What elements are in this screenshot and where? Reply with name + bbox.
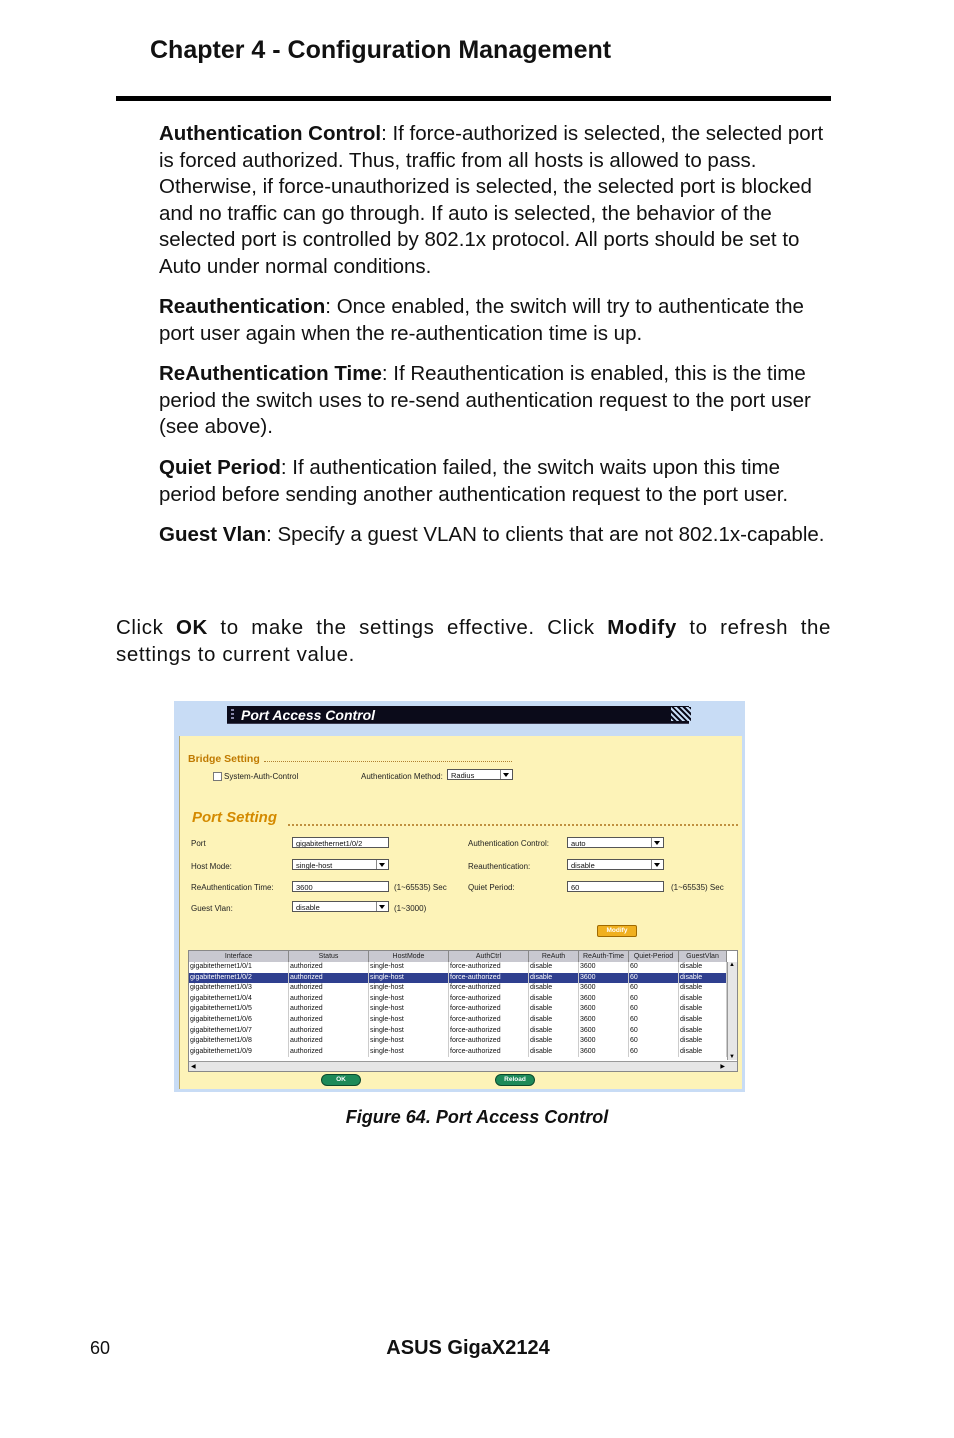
auth-control-select[interactable] (567, 837, 664, 848)
table-cell: single-host (369, 1004, 449, 1015)
port-setting-heading: Port Setting (192, 809, 277, 826)
titlebar-dots-icon (231, 709, 234, 720)
table-cell: 3600 (579, 983, 629, 994)
definition-quiet-period (159, 455, 839, 508)
table-cell: 3600 (579, 1015, 629, 1026)
reauth-time-label: ReAuthentication Time: (191, 883, 274, 892)
guest-vlan-value: disable (296, 903, 320, 912)
chevron-down-icon (500, 770, 512, 779)
bridge-setting-divider (264, 761, 512, 762)
host-mode-value: single-host (296, 861, 333, 870)
table-cell: disable (679, 994, 727, 1005)
table-row[interactable] (189, 983, 727, 994)
table-cell: force-authorized (449, 973, 529, 984)
table-cell: 60 (629, 973, 679, 984)
column-header[interactable]: GuestVlan (679, 951, 727, 962)
definition-term: Authentication Control (159, 122, 382, 145)
table-cell: single-host (369, 983, 449, 994)
definition-term: ReAuthentication Time (159, 362, 382, 385)
table-cell: 3600 (579, 973, 629, 984)
quiet-period-label: Quiet Period: (468, 883, 515, 892)
table-cell: disable (529, 973, 579, 984)
table-cell: force-authorized (449, 1004, 529, 1015)
window-titlebar (227, 706, 689, 724)
table-cell: 60 (629, 1015, 679, 1026)
table-cell: single-host (369, 1036, 449, 1047)
table-row[interactable] (189, 1036, 727, 1047)
table-cell: 60 (629, 994, 679, 1005)
table-cell: disable (529, 1036, 579, 1047)
table-cell: 60 (629, 1004, 679, 1015)
guest-vlan-range: (1~3000) (394, 904, 427, 913)
chapter-title: Chapter 4 - Configuration Management (150, 36, 612, 64)
table-cell: authorized (289, 994, 369, 1005)
system-auth-label: System-Auth-Control (224, 772, 299, 781)
port-status-table (188, 950, 738, 1072)
product-name: ASUS GigaX2124 (386, 1337, 550, 1359)
page-number: 60 (90, 1338, 111, 1358)
quiet-period-range: (1~65535) Sec (671, 883, 724, 892)
table-cell: disable (679, 962, 727, 973)
table-cell: force-authorized (449, 1015, 529, 1026)
instruction-part: Click (116, 616, 176, 639)
reload-button[interactable]: Reload (495, 1074, 535, 1086)
scroll-down-icon[interactable]: ▼ (729, 1054, 735, 1060)
reauth-select[interactable] (567, 859, 664, 870)
guest-vlan-label: Guest Vlan: (191, 904, 233, 913)
table-cell: gigabitethernet1/0/3 (189, 983, 289, 994)
table-cell: disable (529, 1026, 579, 1037)
table-cell: gigabitethernet1/0/7 (189, 1026, 289, 1037)
table-cell: single-host (369, 973, 449, 984)
table-cell: disable (679, 1026, 727, 1037)
modify-button[interactable]: Modify (597, 925, 637, 937)
table-cell: gigabitethernet1/0/8 (189, 1036, 289, 1047)
column-header[interactable]: ReAuth (529, 951, 579, 962)
table-cell: force-authorized (449, 962, 529, 973)
config-panel (179, 736, 742, 1089)
definition-text: : Once enabled, the switch will try to authenticate the port user again when the re-authentication time is up. (159, 295, 804, 345)
host-mode-label: Host Mode: (191, 862, 232, 871)
table-cell: single-host (369, 1015, 449, 1026)
horizontal-scrollbar[interactable] (189, 1061, 737, 1071)
definition-text: : If Reauthentication is enabled, this is the time period the switch uses to re-send authentication request to the port user (see above). (159, 362, 811, 438)
chevron-down-icon (376, 860, 388, 869)
table-cell: 60 (629, 1047, 679, 1058)
port-label: Port (191, 839, 206, 848)
reauth-time-input[interactable]: 3600 (292, 881, 389, 892)
table-cell: disable (529, 1015, 579, 1026)
figure-caption: Figure 64. Port Access Control (345, 1107, 609, 1127)
table-cell: disable (679, 1047, 727, 1058)
table-cell: single-host (369, 994, 449, 1005)
table-cell: authorized (289, 983, 369, 994)
host-mode-select[interactable] (292, 859, 389, 870)
reauth-value: disable (571, 861, 595, 870)
instruction-text (116, 614, 831, 668)
table-row[interactable] (189, 962, 727, 973)
table-cell: authorized (289, 1036, 369, 1047)
table-cell: gigabitethernet1/0/5 (189, 1004, 289, 1015)
table-cell: disable (679, 1015, 727, 1026)
column-header[interactable]: AuthCtrl (449, 951, 529, 962)
table-cell: 60 (629, 983, 679, 994)
port-access-control-screenshot (174, 701, 745, 1092)
table-cell: disable (529, 983, 579, 994)
table-cell: disable (679, 973, 727, 984)
table-cell: force-authorized (449, 1026, 529, 1037)
definition-term: Reauthentication (159, 295, 326, 318)
definition-reauth-time (159, 361, 839, 441)
table-cell: force-authorized (449, 994, 529, 1005)
table-cell: disable (679, 1004, 727, 1015)
instruction-ok: OK (175, 616, 208, 639)
port-setting-divider (288, 824, 738, 826)
table-cell: disable (679, 983, 727, 994)
table-header (189, 951, 727, 962)
definition-term: Quiet Period (159, 456, 281, 479)
reauth-label: Reauthentication: (468, 862, 531, 871)
reauth-time-range: (1~65535) Sec (394, 883, 447, 892)
table-cell: gigabitethernet1/0/6 (189, 1015, 289, 1026)
instruction-modify: Modify (607, 616, 677, 639)
definition-text: : If force-authorized is selected, the selected port is forced authorized. Thus, traffic from all hosts is allowed to pass. Otherwise, if force-unauthorized is selected, the selected port is blocked and no traffic can go through. If auto is selected, the behavior of the selected port is controlled by 802.1x protocol. All ports should be set to Auto under normal conditions. (159, 122, 824, 278)
table-cell: 3600 (579, 962, 629, 973)
definition-guest-vlan (159, 522, 839, 549)
window-title: Port Access Control (241, 707, 376, 723)
table-cell: 3600 (579, 994, 629, 1005)
table-cell: single-host (369, 1047, 449, 1058)
table-cell: gigabitethernet1/0/2 (189, 973, 289, 984)
quiet-period-input[interactable]: 60 (567, 881, 664, 892)
column-header[interactable]: Quiet-Period (629, 951, 679, 962)
chevron-down-icon (651, 838, 663, 847)
table-cell: 3600 (579, 1026, 629, 1037)
table-cell: authorized (289, 973, 369, 984)
column-header[interactable]: Interface (189, 951, 289, 962)
table-cell: authorized (289, 1047, 369, 1058)
table-cell: single-host (369, 962, 449, 973)
table-cell: 60 (629, 962, 679, 973)
scroll-up-icon[interactable]: ▲ (729, 962, 735, 968)
table-cell: disable (529, 1004, 579, 1015)
table-cell: disable (529, 994, 579, 1005)
table-cell: 3600 (579, 1004, 629, 1015)
table-row[interactable] (189, 973, 727, 984)
table-row[interactable] (189, 1026, 727, 1037)
definition-reauth (159, 294, 839, 347)
table-cell: gigabitethernet1/0/4 (189, 994, 289, 1005)
table-cell: disable (529, 962, 579, 973)
auth-control-value: auto (571, 839, 586, 848)
definition-auth-control (159, 121, 839, 280)
instruction-part: to refresh the settings to current value. (116, 616, 831, 666)
definition-term: Guest Vlan (159, 523, 267, 546)
table-cell: authorized (289, 1026, 369, 1037)
definition-text: : Specify a guest VLAN to clients that are not 802.1x-capable. (266, 523, 825, 546)
table-cell: 60 (629, 1026, 679, 1037)
auth-method-label: Authentication Method: (361, 772, 443, 781)
auth-control-label: Authentication Control: (468, 839, 549, 848)
table-row[interactable] (189, 1015, 727, 1026)
table-cell: force-authorized (449, 1036, 529, 1047)
auth-method-select[interactable] (447, 769, 513, 780)
table-cell: authorized (289, 1004, 369, 1015)
table-cell: authorized (289, 962, 369, 973)
table-cell: gigabitethernet1/0/1 (189, 962, 289, 973)
auth-method-value: Radius (451, 771, 475, 780)
ok-button[interactable]: OK (321, 1074, 361, 1086)
bridge-setting-heading: Bridge Setting (188, 753, 260, 765)
table-cell: single-host (369, 1026, 449, 1037)
table-row[interactable] (189, 1004, 727, 1015)
table-cell: force-authorized (449, 1047, 529, 1058)
header-rule (116, 96, 831, 101)
system-auth-checkbox[interactable] (213, 772, 222, 781)
table-cell: disable (679, 1036, 727, 1047)
table-cell: force-authorized (449, 983, 529, 994)
table-cell: 3600 (579, 1036, 629, 1047)
column-header[interactable]: HostMode (369, 951, 449, 962)
instruction-part: to make the settings effective. Click (207, 616, 608, 639)
table-cell: authorized (289, 1015, 369, 1026)
table-cell: 60 (629, 1036, 679, 1047)
table-cell: 3600 (579, 1047, 629, 1058)
table-cell: gigabitethernet1/0/9 (189, 1047, 289, 1058)
column-header[interactable]: Status (289, 951, 369, 962)
table-cell: disable (529, 1047, 579, 1058)
table-row[interactable] (189, 994, 727, 1005)
scroll-right-icon[interactable]: ▶ (720, 1064, 725, 1070)
titlebar-grip-icon (671, 707, 691, 721)
port-input[interactable]: gigabitethernet1/0/2 (292, 837, 389, 848)
guest-vlan-select[interactable] (292, 901, 389, 912)
definition-text: : If authentication failed, the switch waits upon this time period before sending another authentication request to the port user. (159, 456, 789, 506)
column-header[interactable]: ReAuth-Time (579, 951, 629, 962)
vertical-scrollbar[interactable] (727, 962, 737, 1060)
chevron-down-icon (651, 860, 663, 869)
chevron-down-icon (376, 902, 388, 911)
scroll-left-icon[interactable]: ◀ (191, 1064, 196, 1070)
table-row[interactable] (189, 1047, 727, 1058)
